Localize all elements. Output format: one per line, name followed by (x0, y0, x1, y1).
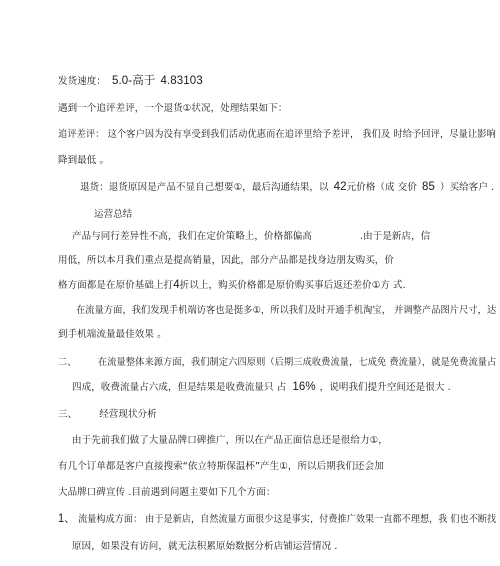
text: 在流量方面，我们发现手机端访客也是挺多①，所以我们及时开通手机淘宝， 并调整产品图片尺寸，达 (76, 305, 497, 316)
text: 元价格（成 交价 (346, 182, 417, 193)
text: 降到最低 。 (58, 155, 110, 166)
text: 用低，所以本月我们重点是提高销量，因此，部分产品都是找身边朋友购买，价 (58, 255, 395, 266)
benchmark-score: 4.83103 (160, 75, 203, 87)
paragraph-line (72, 434, 388, 448)
paragraph-line (58, 254, 394, 268)
text: 原因，如果没有访问，就无法积累原始数据分析店铺运营情况 . (72, 541, 338, 552)
item-number: 三、 (58, 409, 78, 420)
return-line (80, 180, 494, 195)
paragraph-line (58, 486, 275, 500)
text: 由于先前我们做了大量品牌口碑推广，所以在产品正面信息还是很给力①， (72, 435, 388, 446)
text: 追评差评： 这个客户因为没有享受到我们活动优惠而在追评里给予差评， 我们及 时给予回评，尽量让影响 (58, 129, 496, 140)
paragraph-line (58, 102, 287, 116)
numbered-item-3 (58, 408, 157, 422)
item-number: 二、 (58, 357, 77, 368)
paragraph-line (72, 230, 430, 244)
section-heading (94, 208, 132, 222)
text: 在流量整体来源方面，我们制定六四原则（后期三成收费流量，七成免 费流量），就是免费流量占 (97, 357, 497, 368)
text: 四成，收费流量占六成，但是结果是收费流量只 占 (72, 382, 287, 393)
text: 格方面都是在原价基础上打 (58, 280, 174, 291)
text: 流量构成方面： 由于是新店，自然流量方面很少这是事实，付费推广效果一直都不理想，我 们也不断找 (78, 514, 497, 525)
paragraph-line (58, 460, 384, 474)
paragraph-line (72, 540, 337, 554)
paragraph-line (58, 154, 109, 168)
paid-traffic-share: 16% (292, 381, 316, 393)
paragraph-line (76, 304, 496, 318)
heading: 运营总结 (94, 209, 133, 220)
paragraph-line (58, 328, 167, 342)
deal-price: 85 (421, 181, 435, 193)
text: .由于是新店，信 (360, 231, 431, 242)
numbered-item-2 (58, 356, 496, 370)
shipping-speed-line (58, 74, 203, 89)
text: ，说明我们提升空间还是很大 . (319, 382, 451, 393)
text: 折以上，购买价格都是原价购买事后返还差价①方 式. (179, 280, 406, 291)
paragraph-line (58, 128, 496, 142)
discount: 4 (173, 279, 180, 291)
text: 到手机端流量最佳效果 。 (58, 329, 167, 340)
text: 遇到一个追评差评，一个退货①状况，处理结果如下： (58, 103, 288, 114)
heading: 经营现状分析 (99, 409, 157, 420)
text: 退货：退货原因是产品不显自己想要①，最后沟通结果，以 (80, 182, 329, 193)
paragraph-line (72, 380, 451, 395)
text: 有几个订单都是客户直接搜索“依立特斯保温杯”产生①，所以后期我们还会加 (58, 461, 384, 472)
price: 42 (333, 181, 347, 193)
label: 发货速度： (58, 76, 107, 87)
text: 产品与同行差异性不高，我们在定价策略上，价格都偏高 (72, 231, 313, 242)
text: 大品牌口碑宣传 .目前遇到问题主要如下几个方面： (58, 487, 276, 498)
score: 5.0-高于 (112, 75, 156, 87)
numbered-item-1 (58, 512, 496, 527)
text: ）买给客户 . (439, 182, 495, 193)
item-number: 1、 (58, 513, 76, 525)
paragraph-line (58, 278, 406, 293)
